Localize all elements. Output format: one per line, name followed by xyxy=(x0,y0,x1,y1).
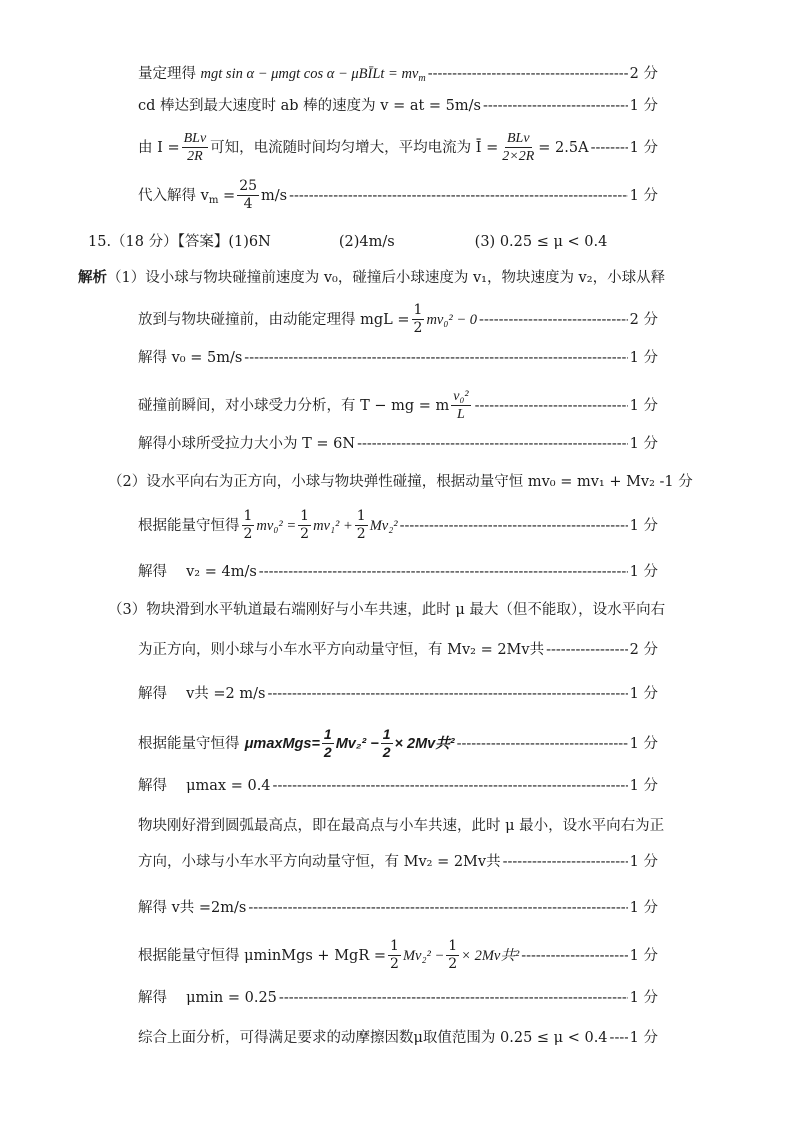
leader-dashes xyxy=(279,988,628,1008)
score-label: 1 分 xyxy=(629,778,658,794)
leader-dashes xyxy=(273,776,628,796)
score-label: 1 分 xyxy=(629,686,658,702)
v2-result-line xyxy=(138,562,658,582)
line-text: 综合上面分析，可得满足要求的动摩擦因数μ取值范围为 0.25 ≤ μ < 0.4 xyxy=(138,1030,608,1046)
force-analysis-line xyxy=(138,388,658,423)
fraction: $\frac{\text{BLv}}{2R}$ xyxy=(183,131,207,164)
line-text: 解得 v共 =2 m/s xyxy=(138,686,266,702)
max-speed-line xyxy=(138,96,658,116)
v0-result-line xyxy=(138,348,658,368)
line-text: = 2.5A xyxy=(538,139,589,156)
line-text: 解得小球所受拉力大小为 T = 6N xyxy=(138,436,356,452)
line-text: 根据能量守恒得 xyxy=(138,517,240,534)
equation: mv₁² + xyxy=(313,517,353,534)
line-text: 物块刚好滑到圆弧最高点，即在最高点与小车共速，此时 μ 最小，设水平向右为正 xyxy=(138,818,665,834)
leader-dashes xyxy=(503,852,628,872)
fraction: $\frac{25}{4}$ xyxy=(239,178,258,212)
line-text: 代入解得 $v_m$ = xyxy=(138,187,236,206)
line-text: （2）设水平向右为正方向，小球与物块弹性碰撞，根据动量守恒 mv₀ = mv₁ + Mv₂ -1 分 xyxy=(108,474,693,490)
equation: Mv₂² − xyxy=(335,735,379,752)
v-common-result-2-line xyxy=(138,898,658,918)
line-text: 根据能量守恒得 μminMgs + MgR = xyxy=(138,947,387,964)
leader-dashes xyxy=(289,186,628,206)
equation: Mv₂² − xyxy=(402,947,445,964)
score-label: 2 分 xyxy=(629,642,658,658)
fraction: $\frac{1}{2}$ xyxy=(243,508,253,542)
answer-2: (2)4m/s xyxy=(338,234,395,250)
v-common-result-line xyxy=(138,684,658,704)
leader-dashes xyxy=(479,310,628,330)
leader-dashes xyxy=(267,684,627,704)
line-text: 方向，小球与小车水平方向动量守恒，有 Mv₂ = 2Mv共 xyxy=(138,854,501,870)
score-label: 1 分 xyxy=(629,1030,658,1046)
score-label: 2 分 xyxy=(629,311,658,328)
conclusion-line xyxy=(138,1028,658,1048)
equation: mv₀² − 0 xyxy=(426,311,478,328)
leader-dashes xyxy=(400,516,628,536)
score-label: 1 分 xyxy=(629,436,658,452)
line-text: cd 棒达到最大速度时 ab 棒的速度为 v = at = 5m/s xyxy=(138,98,481,114)
line-text: 解得 v₂ = 4m/s xyxy=(138,564,257,580)
fraction: $\frac{\text{BLv}}{2\times 2R}$ xyxy=(502,131,535,164)
fraction: $\frac{1}{2}$ xyxy=(390,938,399,972)
mu-max-energy-line xyxy=(138,726,658,761)
momentum-conservation-line xyxy=(108,472,693,492)
score-label: 1 分 xyxy=(629,564,658,580)
leader-dashes xyxy=(457,734,628,754)
tension-result-line xyxy=(138,434,658,454)
line-text: 解得 v₀ = 5m/s xyxy=(138,350,243,366)
score-label: 1 分 xyxy=(629,900,658,916)
leader-dashes xyxy=(357,434,628,454)
score-label: 1 分 xyxy=(629,350,658,366)
line-text: （3）物块滑到水平轨道最右端刚好与小车共速，此时 μ 最大（但不能取），设水平向右 xyxy=(108,602,666,618)
leader-dashes xyxy=(546,640,628,660)
equation: mv₀² = xyxy=(256,517,297,534)
leader-dashes xyxy=(475,396,628,416)
leader-dashes xyxy=(244,348,627,368)
score-label: 1 分 xyxy=(629,947,658,964)
fraction: $\frac{1}{2}$ xyxy=(382,726,391,760)
score-label: 1 分 xyxy=(629,990,658,1006)
fraction: $\frac{1}{2}$ xyxy=(448,938,458,972)
mu-max-result-line xyxy=(138,776,658,796)
analysis-label: 解析 xyxy=(78,269,107,286)
fraction: $\frac{1}{2}$ xyxy=(300,508,310,542)
leader-dashes xyxy=(483,96,628,116)
leader-dashes xyxy=(521,946,627,966)
line-text: （1）设小球与物块碰撞前速度为 v₀，碰撞后小球速度为 v₁，物块速度为 v₂，小球从释 xyxy=(107,270,666,286)
fraction: $\frac{1}{2}$ xyxy=(356,508,366,542)
arc-top-intro-line xyxy=(138,816,678,836)
line-text: 量定理得 xyxy=(138,66,196,82)
kinetic-energy-line xyxy=(138,302,658,337)
score-label: 1 分 xyxy=(629,98,658,114)
line-text: 碰撞前瞬间，对小球受力分析，有 T − mg = m xyxy=(138,397,450,414)
equation: × 2Mv共² xyxy=(394,735,455,752)
line-text: 根据能量守恒得 xyxy=(138,735,240,752)
line-text: 为正方向，则小球与小车水平方向动量守恒，有 Mv₂ = 2Mv共 xyxy=(138,642,545,658)
leader-dashes xyxy=(259,562,628,582)
line-text: 由 I = xyxy=(138,139,180,156)
score-label: 1 分 xyxy=(629,187,658,204)
arc-momentum-line xyxy=(138,852,658,872)
leader-dashes xyxy=(591,138,628,158)
fraction: $\frac{\text{v₀²}}{L}$ xyxy=(453,389,469,422)
score-label: 1 分 xyxy=(629,735,658,752)
question-label: 15.（18 分）【答案】 xyxy=(88,234,229,250)
equation: μmaxMgs= xyxy=(244,735,320,752)
energy-conservation-line xyxy=(138,508,658,543)
leader-dashes xyxy=(248,898,627,918)
line-text: 解得 μmax = 0.4 xyxy=(138,778,271,794)
score-label: 1 分 xyxy=(629,139,658,156)
leader-dashes xyxy=(428,64,628,84)
fraction: $\frac{1}{2}$ xyxy=(413,302,423,336)
answer-1: (1)6N xyxy=(228,234,271,250)
answer-3: (3) 0.25 ≤ μ < 0.4 xyxy=(474,234,608,250)
analysis-part1-intro xyxy=(78,268,678,288)
mu-min-energy-line xyxy=(138,938,658,973)
fraction: $\frac{1}{2}$ xyxy=(323,726,332,760)
score-label: 2 分 xyxy=(629,66,658,82)
vm-result-line xyxy=(138,178,658,213)
equation: Mv₂² xyxy=(369,517,398,534)
average-current-line xyxy=(138,130,658,165)
question-15-answer xyxy=(88,232,648,252)
momentum-theorem-line xyxy=(138,64,658,84)
score-label: 1 分 xyxy=(629,517,658,534)
equation: mgt sin α − μmgt cos α − μBĪLt = $mv_m$ xyxy=(200,66,426,84)
line-text: 可知，电流随时间均匀增大，平均电流为 Ī = xyxy=(210,139,499,156)
line-text: 放到与物块碰撞前，由动能定理得 mgL = xyxy=(138,311,410,328)
leader-dashes xyxy=(610,1028,628,1048)
equation: × 2Mv共² xyxy=(461,947,520,964)
score-label: 1 分 xyxy=(629,854,658,870)
line-text: m/s xyxy=(261,187,288,204)
mu-min-result-line xyxy=(138,988,658,1008)
line-text: 解得 v共 =2m/s xyxy=(138,900,247,916)
part3-intro-line xyxy=(108,600,678,620)
common-velocity-momentum-line xyxy=(138,640,658,660)
line-text: 解得 μmin = 0.25 xyxy=(138,990,277,1006)
score-label: 1 分 xyxy=(629,397,658,414)
